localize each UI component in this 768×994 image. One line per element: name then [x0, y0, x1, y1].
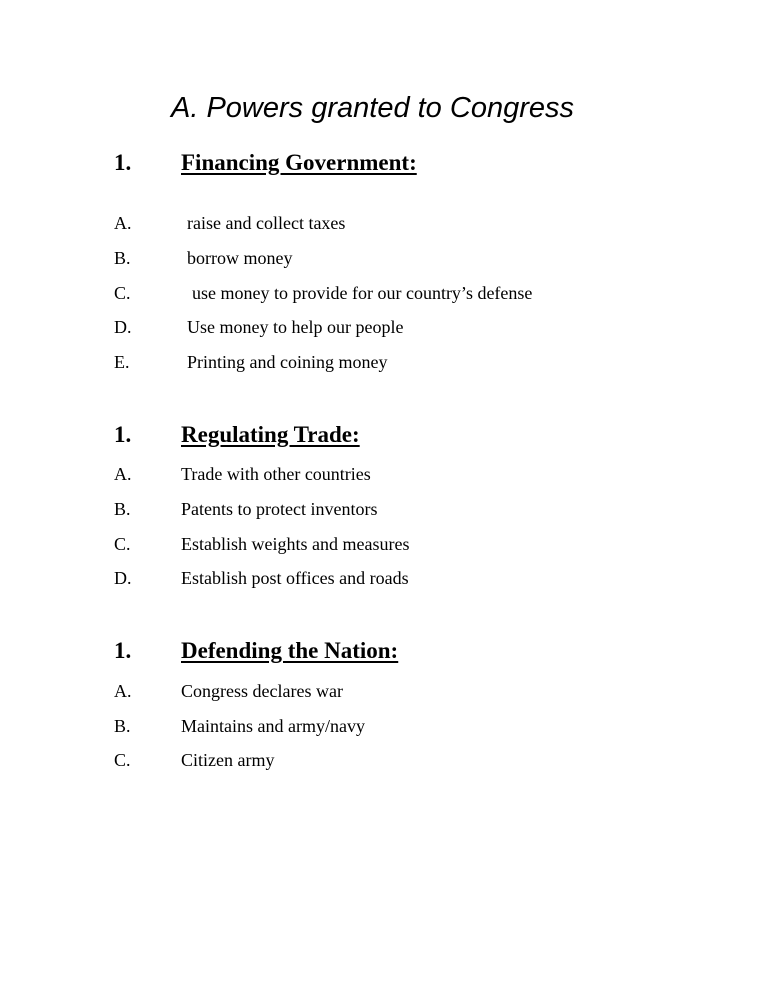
- list-item-text: borrow money: [187, 248, 293, 268]
- section-number: 1.: [114, 422, 132, 447]
- list-item-letter: B.: [114, 499, 131, 519]
- list-item-text: Trade with other countries: [181, 464, 371, 484]
- list-item-letter: B.: [114, 716, 131, 736]
- list-item-text: Establish post offices and roads: [181, 568, 409, 588]
- section-heading-defense: Defending the Nation:: [181, 638, 399, 663]
- page-title: A. Powers granted to Congress: [171, 92, 574, 124]
- list-item-text: Citizen army: [181, 750, 275, 770]
- list-item-letter: C.: [114, 750, 131, 770]
- list-item-text: Patents to protect inventors: [181, 499, 378, 519]
- list-item-letter: A.: [114, 213, 132, 233]
- list-item-text: raise and collect taxes: [187, 213, 346, 233]
- list-item-text: Maintains and army/navy: [181, 716, 365, 736]
- list-item-text: Congress declares war: [181, 681, 343, 701]
- list-item-letter: D.: [114, 568, 132, 588]
- section-heading-financing: Financing Government:: [181, 150, 417, 175]
- list-item-text: use money to provide for our country’s defense: [192, 283, 533, 303]
- list-item-text: Use money to help our people: [187, 317, 404, 337]
- list-item-letter: B.: [114, 248, 131, 268]
- list-item-letter: D.: [114, 317, 132, 337]
- list-item-letter: C.: [114, 534, 131, 554]
- section-heading-trade: Regulating Trade:: [181, 422, 360, 447]
- list-item-letter: E.: [114, 352, 130, 372]
- list-item-text: Establish weights and measures: [181, 534, 410, 554]
- section-number: 1.: [114, 638, 132, 663]
- section-number: 1.: [114, 150, 132, 175]
- list-item-letter: A.: [114, 464, 132, 484]
- list-item-letter: A.: [114, 681, 132, 701]
- list-item-letter: C.: [114, 283, 131, 303]
- list-item-text: Printing and coining money: [187, 352, 388, 372]
